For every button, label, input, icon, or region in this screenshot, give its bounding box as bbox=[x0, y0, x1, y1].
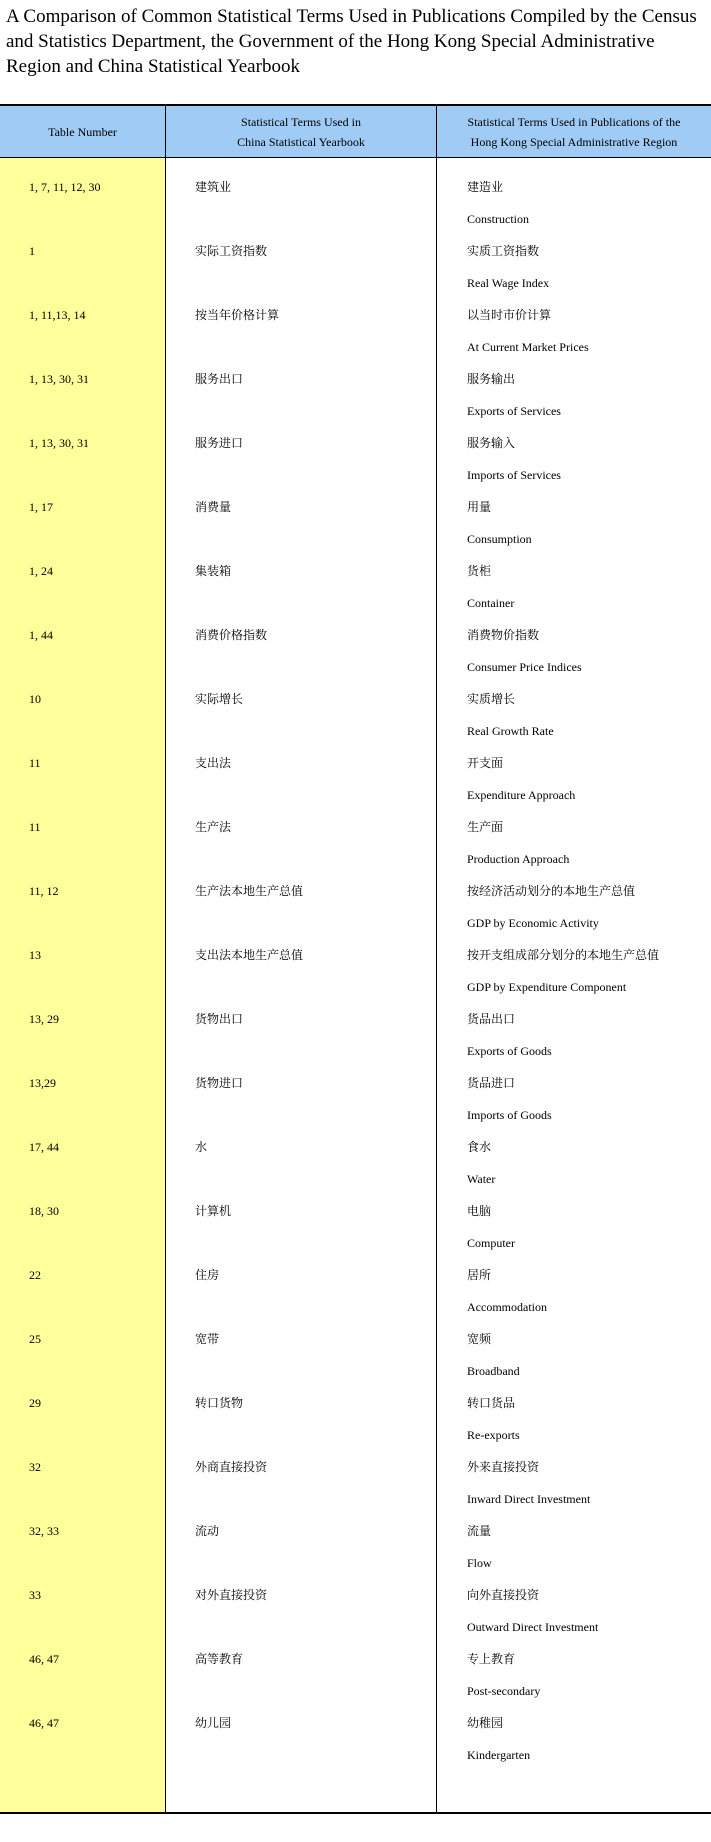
china-term-cell: 货物进口 bbox=[195, 1076, 244, 1090]
table-number-cell: 32 bbox=[29, 1460, 41, 1474]
header-hk-terms bbox=[437, 106, 711, 157]
hk-term-cell: 实质工资指数 bbox=[467, 244, 540, 258]
english-term-cell: At Current Market Prices bbox=[467, 340, 589, 354]
table-row bbox=[0, 562, 711, 626]
china-term-cell: 实际工资指数 bbox=[195, 244, 268, 258]
table-row bbox=[0, 306, 711, 370]
hk-term-cell: 幼稚园 bbox=[467, 1716, 504, 1730]
table-number-cell: 11 bbox=[29, 756, 41, 770]
table-row bbox=[0, 1010, 711, 1074]
hk-term-cell: 电脑 bbox=[467, 1204, 492, 1218]
table-row bbox=[0, 1714, 711, 1778]
english-term-cell: Expenditure Approach bbox=[467, 788, 576, 802]
header-hk-terms-line2: Hong Kong Special Administrative Region bbox=[470, 134, 678, 149]
china-term-cell: 建筑业 bbox=[195, 180, 232, 194]
table-number-cell: 1, 24 bbox=[29, 564, 53, 578]
table-number-cell: 17, 44 bbox=[29, 1140, 59, 1154]
header-table-number bbox=[0, 106, 166, 157]
china-term-cell: 对外直接投资 bbox=[195, 1588, 268, 1602]
table-number-cell: 13 bbox=[29, 948, 41, 962]
english-term-cell: Computer bbox=[467, 1236, 515, 1250]
header-china-terms-line1: Statistical Terms Used in bbox=[241, 114, 361, 129]
hk-term-cell: 开支面 bbox=[467, 756, 504, 770]
english-term-cell: Real Wage Index bbox=[467, 276, 550, 290]
table-row bbox=[0, 1138, 711, 1202]
table-number-cell: 46, 47 bbox=[29, 1652, 59, 1666]
table-number-cell: 10 bbox=[29, 692, 41, 706]
hk-term-cell: 宽频 bbox=[467, 1332, 492, 1346]
table-row bbox=[0, 370, 711, 434]
hk-term-cell: 服务输入 bbox=[467, 436, 516, 450]
english-term-cell: GDP by Economic Activity bbox=[467, 916, 599, 930]
china-term-cell: 转口货物 bbox=[195, 1396, 244, 1410]
china-term-cell: 服务进口 bbox=[195, 436, 244, 450]
table-row bbox=[0, 1394, 711, 1458]
table-row bbox=[0, 1522, 711, 1586]
table-row bbox=[0, 1586, 711, 1650]
table-number-cell: 1, 17 bbox=[29, 500, 53, 514]
china-term-cell: 消费价格指数 bbox=[195, 628, 268, 642]
china-term-cell: 水 bbox=[195, 1140, 208, 1154]
english-term-cell: Accommodation bbox=[467, 1300, 547, 1314]
table-row bbox=[0, 1266, 711, 1330]
hk-term-cell: 转口货品 bbox=[467, 1396, 516, 1410]
table-number-cell: 1, 13, 30, 31 bbox=[29, 372, 89, 386]
china-term-cell: 服务出口 bbox=[195, 372, 244, 386]
hk-term-cell: 按开支组成部分划分的本地生产总值 bbox=[467, 948, 660, 962]
china-term-cell: 住房 bbox=[195, 1268, 220, 1282]
table-row bbox=[0, 242, 711, 306]
table-row bbox=[0, 434, 711, 498]
table-number-cell: 18, 30 bbox=[29, 1204, 59, 1218]
china-term-cell: 按当年价格计算 bbox=[195, 308, 280, 322]
china-term-cell: 实际增长 bbox=[195, 692, 244, 706]
english-term-cell: Imports of Goods bbox=[467, 1108, 552, 1122]
china-term-cell: 幼儿园 bbox=[195, 1716, 232, 1730]
table-row bbox=[0, 178, 711, 242]
table-number-cell: 1, 7, 11, 12, 30 bbox=[29, 180, 101, 194]
hk-term-cell: 货品进口 bbox=[467, 1076, 516, 1090]
table-row bbox=[0, 754, 711, 818]
china-term-cell: 支出法 bbox=[195, 756, 232, 770]
hk-term-cell: 流量 bbox=[467, 1524, 492, 1538]
header-china-terms bbox=[166, 106, 437, 157]
english-term-cell: Construction bbox=[467, 212, 529, 226]
china-term-cell: 计算机 bbox=[195, 1204, 232, 1218]
english-term-cell: Flow bbox=[467, 1556, 492, 1570]
table-row bbox=[0, 498, 711, 562]
table-row bbox=[0, 1330, 711, 1394]
table-row bbox=[0, 882, 711, 946]
china-term-cell: 生产法 bbox=[195, 820, 232, 834]
table-number-cell: 13, 29 bbox=[29, 1012, 59, 1026]
table-row bbox=[0, 1074, 711, 1138]
english-term-cell: Outward Direct Investment bbox=[467, 1620, 599, 1634]
table-number-cell: 1, 44 bbox=[29, 628, 53, 642]
table-row bbox=[0, 946, 711, 1010]
table-row bbox=[0, 626, 711, 690]
table-number-cell: 11 bbox=[29, 820, 41, 834]
english-term-cell: Re-exports bbox=[467, 1428, 520, 1442]
table-row bbox=[0, 1202, 711, 1266]
hk-term-cell: 服务输出 bbox=[467, 372, 516, 386]
hk-term-cell: 专上教育 bbox=[467, 1652, 516, 1666]
table-number-cell: 29 bbox=[29, 1396, 41, 1410]
english-term-cell: Production Approach bbox=[467, 852, 570, 866]
english-term-cell: Consumer Price Indices bbox=[467, 660, 582, 674]
english-term-cell: Imports of Services bbox=[467, 468, 561, 482]
hk-term-cell: 向外直接投资 bbox=[467, 1588, 540, 1602]
table-number-cell: 32, 33 bbox=[29, 1524, 59, 1538]
english-term-cell: Kindergarten bbox=[467, 1748, 531, 1762]
header-hk-terms-line1: Statistical Terms Used in Publications of the bbox=[467, 114, 681, 129]
table-header bbox=[0, 106, 711, 158]
english-term-cell: Consumption bbox=[467, 532, 532, 546]
table-row bbox=[0, 1650, 711, 1714]
english-term-cell: Post-secondary bbox=[467, 1684, 541, 1698]
hk-term-cell: 按经济活动划分的本地生产总值 bbox=[467, 884, 636, 898]
table-number-cell: 13,29 bbox=[29, 1076, 56, 1090]
hk-term-cell: 建造业 bbox=[467, 180, 504, 194]
english-term-cell: Exports of Services bbox=[467, 404, 561, 418]
english-term-cell: Container bbox=[467, 596, 515, 610]
china-term-cell: 货物出口 bbox=[195, 1012, 244, 1026]
english-term-cell: Water bbox=[467, 1172, 496, 1186]
china-term-cell: 高等教育 bbox=[195, 1652, 244, 1666]
table-number-cell: 33 bbox=[29, 1588, 41, 1602]
english-term-cell: Real Growth Rate bbox=[467, 724, 554, 738]
table-bottom-rule bbox=[0, 1812, 711, 1814]
table-row bbox=[0, 1458, 711, 1522]
table-number-cell: 1, 11,13, 14 bbox=[29, 308, 86, 322]
table-number-cell: 1, 13, 30, 31 bbox=[29, 436, 89, 450]
table-row bbox=[0, 818, 711, 882]
hk-term-cell: 生产面 bbox=[467, 820, 504, 834]
hk-term-cell: 货品出口 bbox=[467, 1012, 516, 1026]
table-number-cell: 22 bbox=[29, 1268, 41, 1282]
china-term-cell: 消费量 bbox=[195, 500, 232, 514]
china-term-cell: 外商直接投资 bbox=[195, 1460, 268, 1474]
table-row bbox=[0, 690, 711, 754]
china-term-cell: 集装箱 bbox=[195, 564, 232, 578]
table-number-cell: 46, 47 bbox=[29, 1716, 59, 1730]
hk-term-cell: 用量 bbox=[467, 500, 492, 514]
table-body bbox=[0, 178, 711, 1778]
china-term-cell: 生产法本地生产总值 bbox=[195, 884, 304, 898]
header-table-number-label: Table Number bbox=[48, 124, 117, 139]
hk-term-cell: 消费物价指数 bbox=[467, 628, 540, 642]
china-term-cell: 流动 bbox=[195, 1524, 220, 1538]
china-term-cell: 支出法本地生产总值 bbox=[195, 948, 304, 962]
hk-term-cell: 外来直接投资 bbox=[467, 1460, 540, 1474]
page-title: A Comparison of Common Statistical Terms Used in Publications Compiled by the Census and Statistics Department, the Government of the Hong Kong Special Administrative Region and China Statistical Yearbook bbox=[6, 6, 697, 77]
header-china-terms-line2: China Statistical Yearbook bbox=[237, 134, 365, 149]
china-term-cell: 宽带 bbox=[195, 1332, 220, 1346]
table-number-cell: 25 bbox=[29, 1332, 41, 1346]
table-number-cell: 1 bbox=[29, 244, 35, 258]
english-term-cell: Inward Direct Investment bbox=[467, 1492, 591, 1506]
hk-term-cell: 货柜 bbox=[467, 564, 492, 578]
hk-term-cell: 实质增长 bbox=[467, 692, 516, 706]
hk-term-cell: 以当时市价计算 bbox=[467, 308, 552, 322]
english-term-cell: Broadband bbox=[467, 1364, 520, 1378]
hk-term-cell: 食水 bbox=[467, 1140, 492, 1154]
english-term-cell: GDP by Expenditure Component bbox=[467, 980, 627, 994]
english-term-cell: Exports of Goods bbox=[467, 1044, 552, 1058]
hk-term-cell: 居所 bbox=[467, 1268, 492, 1282]
table-number-cell: 11, 12 bbox=[29, 884, 59, 898]
